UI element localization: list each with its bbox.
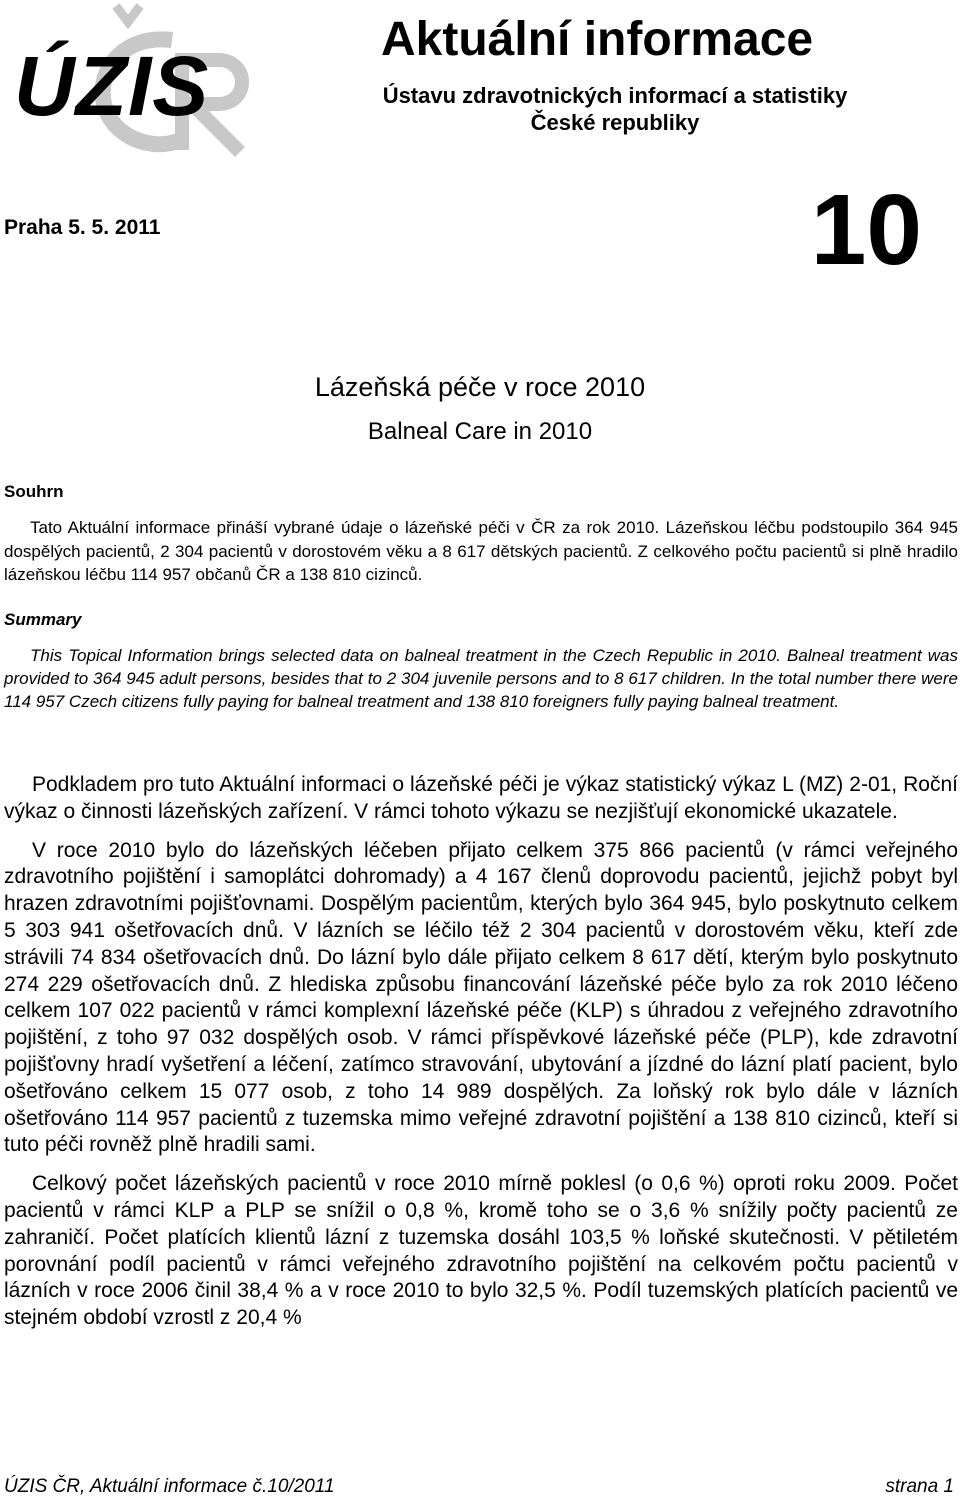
- summary-heading-cz: Souhrn: [4, 482, 64, 501]
- footer-page-number: strana 1: [885, 1476, 954, 1497]
- publication-date: Praha 5. 5. 2011: [4, 216, 161, 239]
- logo-uzis-mark: ÚZIS: [14, 39, 210, 133]
- institution-name: [300, 82, 930, 136]
- document-title-en: Balneal Care in 2010: [367, 418, 593, 445]
- institution-line-1: Ústavu zdravotnických informací a statistiky: [382, 83, 848, 108]
- summary-heading-en: Summary: [4, 610, 82, 629]
- body-text: [4, 772, 958, 1344]
- document-title-cz: Lázeňská péče v roce 2010: [314, 372, 646, 402]
- institution-line-2: České republiky: [530, 110, 700, 135]
- body-paragraph-3: Celkový počet lázeňských pacientů v roce 2010 mírně poklesl (o 0,6 %) oproti roku 2009. Počet pacientů v rámci KLP a PLP se snížil o 0,8 %, kromě toho se o 3,6 % snížily počty pacientů ze zahraničí. Počet platících klientů lázní z tuzemska dosáhl 103,5 % loňské skutečnosti. V pětiletém porovnání podíl pacientů v rámci veřejného zdravotního pojištění na celkovém počtu pacientů v lázních v roce 2006 činil 38,4 % a v roce 2010 to bylo 32,5 %. Podíl tuzemských platících pacientů ve stejném období vzrostl z 20,4 %: [4, 1172, 958, 1330]
- summary-text-cz: Tato Aktuální informace přináší vybrané údaje o lázeňské péči v ČR za rok 2010. Lázeňskou léčbu podstoupilo 364 945 dospělých pacientů, 2 304 pacientů v dorostovém věku a 8 617 dětských pacientů. Z celkového počtu pacientů si plně hradilo lázeňskou léčbu 114 957 občanů ČR a 138 810 cizinců.: [4, 518, 958, 584]
- body-paragraph-1: Podkladem pro tuto Aktuální informaci o lázeňské péči je výkaz statistický výkaz L (MZ) 2-01, Roční výkaz o činnosti lázeňských zařízení. V rámci tohoto výkazu se nezjišťují ekonomické ukazatele.: [4, 773, 958, 823]
- page-title: Aktuální informace: [381, 13, 814, 66]
- summary-text-en: This Topical Information brings selected data on balneal treatment in the Czech Republic in 2010. Balneal treatment was provided to 364 945 adult persons, besides that to 2 304 juvenile persons and to 8 617 children. In the total number there were 114 957 Czech citizens fully paying for balneal treatment and 138 810 foreigners fully paying balneal treatment.: [4, 646, 958, 711]
- body-paragraph-2: V roce 2010 bylo do lázeňských léčeben přijato celkem 375 866 pacientů (v rámci veřejného zdravotního pojištění i samoplátci dohromady) a 4 167 členů doprovodu pacientů, jejichž pobyt byl hrazen zdravotními pojišťovnami. Dospělým pacientům, kterých bylo 364 945, bylo poskytnuto celkem 5 303 941 ošetřovacích dnů. V lázních se léčilo též 2 304 pacientů v dorostovém věku, kteří zde strávili 74 834 ošetřovacích dnů. Do lázní bylo dále přijato celkem 8 617 dětí, kterým bylo poskytnuto 274 229 ošetřovacích dnů. Z hlediska způsobu financování lázeňské péče bylo za rok 2010 léčeno celkem 107 022 pacientů v rámci komplexní lázeňské péče (KLP) s úhradou z veřejného zdravotního pojištění, z toho 97 032 dospělých osob. V rámci příspěvkové lázeňské péče (PLP), kde zdravotní pojišťovny hradí vyšetření a léčení, zatímco stravování, ubytování a jízdné do lázní platí pacient, bylo ošetřováno celkem 15 077 osob, z toho 14 989 dospělých. Za loňský rok bylo dále v lázních ošetřováno 114 957 pacientů z tuzemska mimo veřejné zdravotní pojištění a 138 810 cizinců, kteří si tuto péči rovněž plně hradili sami.: [4, 838, 958, 1157]
- uzis-logo: [4, 0, 262, 160]
- footer-source: ÚZIS ČR, Aktuální informace č.10/2011: [4, 1476, 335, 1497]
- issue-number: 10: [810, 174, 922, 286]
